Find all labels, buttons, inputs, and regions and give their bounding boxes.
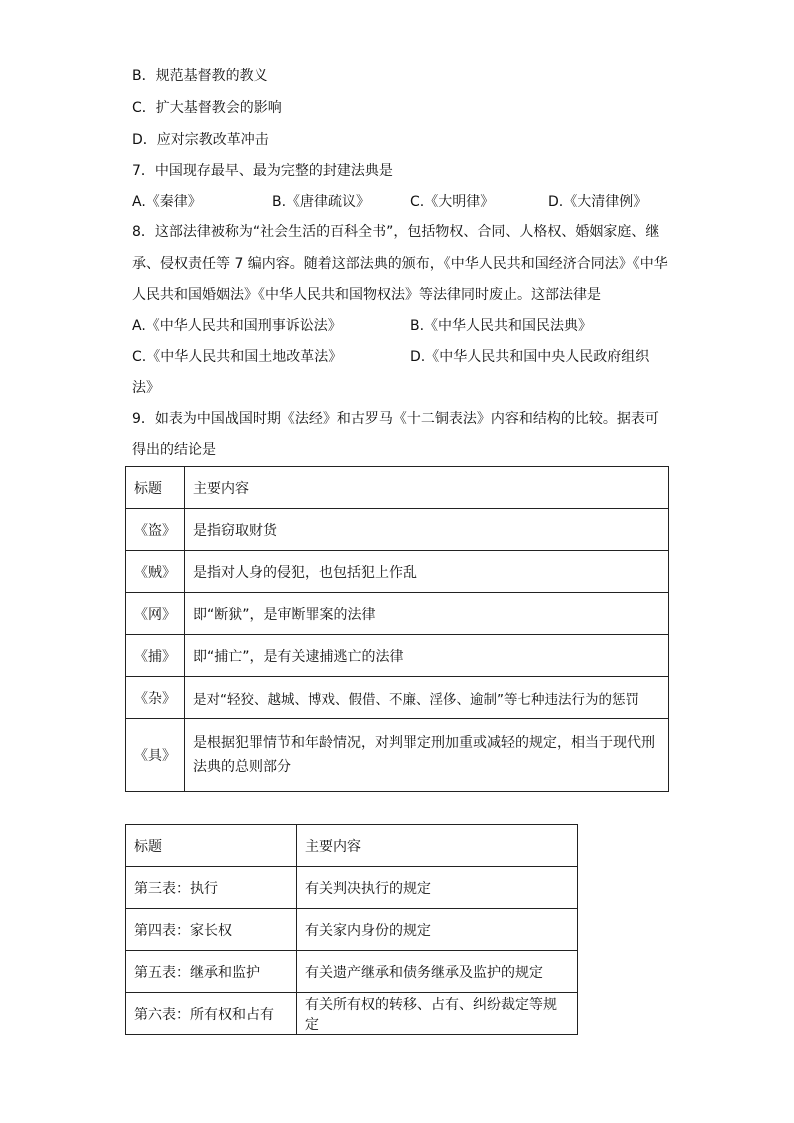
table-row bbox=[126, 867, 578, 909]
q8-stem-line2: 承、侵权责任等 7 编内容。随着这部法典的颁布，《中华人民共和国经济合同法》《中华 bbox=[132, 256, 668, 272]
row-title: 第四表：家长权 bbox=[126, 909, 297, 951]
row-title: 《具》 bbox=[126, 719, 185, 792]
row-content: 是对“轻狡、越城、博戏、假借、不廉、淫侈、逾制”等七种违法行为的惩罚 bbox=[185, 677, 669, 719]
table-row bbox=[126, 719, 669, 792]
row-content: 有关遗产继承和债务继承及监护的规定 bbox=[297, 951, 578, 993]
row-title: 《杂》 bbox=[126, 677, 185, 719]
header-content: 主要内容 bbox=[297, 825, 578, 867]
row-content: 即“捕亡”，是有关逮捕逃亡的法律 bbox=[185, 635, 669, 677]
table-row bbox=[126, 677, 669, 719]
q7-option-a: A.《秦律》 bbox=[132, 194, 202, 210]
row-content: 有关家内身份的规定 bbox=[297, 909, 578, 951]
twelve-tables-table bbox=[125, 824, 578, 1035]
row-title: 《网》 bbox=[126, 593, 185, 635]
row-content: 有关所有权的转移、占有、纠纷裁定等规定 bbox=[297, 993, 578, 1035]
q7-stem: 7．中国现存最早、最为完整的封建法典是 bbox=[132, 163, 393, 179]
table-row bbox=[126, 593, 669, 635]
header-content: 主要内容 bbox=[185, 467, 669, 509]
row-content: 有关判决执行的规定 bbox=[297, 867, 578, 909]
table-row bbox=[126, 635, 669, 677]
q6-option-c: C．扩大基督教会的影响 bbox=[132, 100, 282, 116]
table-header-row bbox=[126, 825, 578, 867]
header-title: 标题 bbox=[126, 825, 297, 867]
row-content: 是指对人身的侵犯，也包括犯上作乱 bbox=[185, 551, 669, 593]
q8-stem-line1: 8．这部法律被称为“社会生活的百科全书”，包括物权、合同、人格权、婚姻家庭、继 bbox=[132, 224, 660, 240]
q8-option-c: C.《中华人民共和国土地改革法》 bbox=[132, 349, 343, 365]
table-row bbox=[126, 551, 669, 593]
row-title: 第六表：所有权和占有 bbox=[126, 993, 297, 1035]
q8-option-b: B.《中华人民共和国民法典》 bbox=[410, 318, 593, 334]
q6-option-d: D．应对宗教改革冲击 bbox=[132, 132, 269, 148]
row-title: 《贼》 bbox=[126, 551, 185, 593]
table-row bbox=[126, 993, 578, 1035]
table-row bbox=[126, 909, 578, 951]
q8-option-a: A.《中华人民共和国刑事诉讼法》 bbox=[132, 318, 342, 334]
table-row bbox=[126, 509, 669, 551]
q8-option-d: D.《中华人民共和国中央人民政府组织 bbox=[410, 349, 650, 365]
row-title: 《捕》 bbox=[126, 635, 185, 677]
q8-option-d-continued: 法》 bbox=[132, 380, 160, 396]
row-content: 是根据犯罪情节和年龄情况，对判罪定刑加重或减轻的规定，相当于现代刑法典的总则部分 bbox=[185, 719, 669, 792]
header-title: 标题 bbox=[126, 467, 185, 509]
q9-stem-line1: 9．如表为中国战国时期《法经》和古罗马《十二铜表法》内容和结构的比较。据表可 bbox=[132, 411, 659, 427]
q7-option-c: C.《大明律》 bbox=[410, 194, 495, 210]
q7-option-d: D.《大清律例》 bbox=[548, 194, 648, 210]
table-row bbox=[126, 951, 578, 993]
table-header-row bbox=[126, 467, 669, 509]
row-title: 第五表：继承和监护 bbox=[126, 951, 297, 993]
q7-option-b: B.《唐律疏议》 bbox=[272, 194, 371, 210]
row-content: 是指窃取财货 bbox=[185, 509, 669, 551]
row-title: 第三表：执行 bbox=[126, 867, 297, 909]
fajing-table bbox=[125, 466, 669, 792]
row-title: 《盗》 bbox=[126, 509, 185, 551]
q6-option-b: B．规范基督教的教义 bbox=[132, 68, 268, 84]
q8-stem-line3: 人民共和国婚姻法》《中华人民共和国物权法》等法律同时废止。这部法律是 bbox=[132, 287, 601, 303]
q9-stem-line2: 得出的结论是 bbox=[132, 442, 216, 458]
row-content: 即“断狱”，是审断罪案的法律 bbox=[185, 593, 669, 635]
